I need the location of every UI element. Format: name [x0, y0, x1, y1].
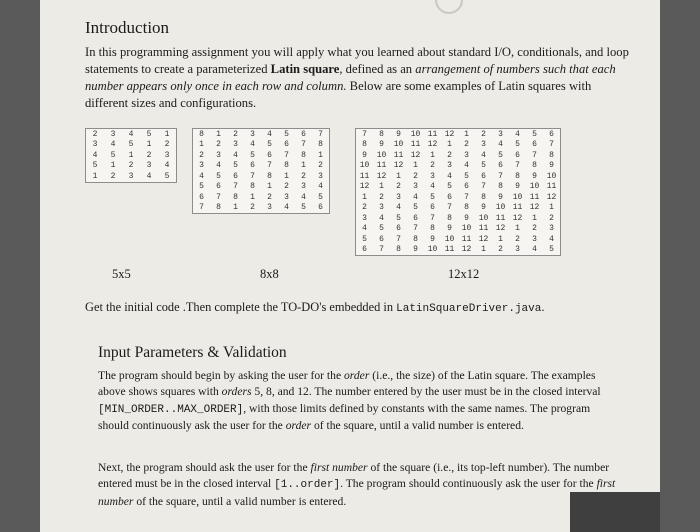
square-cell: 5 [318, 192, 323, 202]
square-cell: 9 [532, 171, 537, 181]
square-cell: 2 [110, 171, 116, 181]
square-cell: 9 [515, 182, 520, 192]
square-cell: 3 [318, 171, 323, 181]
square-cell: 5 [284, 129, 289, 139]
square-cell: 5 [164, 171, 170, 181]
square-row [193, 182, 329, 193]
square-cell: 12 [376, 171, 387, 181]
square-cell: 6 [498, 161, 503, 171]
square-cell: 11 [461, 234, 472, 244]
square-cell: 7 [515, 161, 520, 171]
square-cell: 10 [461, 224, 472, 234]
square-row [193, 150, 329, 161]
square-cell: 4 [464, 161, 469, 171]
square-cell: 5 [379, 224, 384, 234]
latin-square-5x5 [85, 128, 177, 183]
square-cell: 6 [284, 140, 289, 150]
square-cell: 11 [529, 192, 540, 202]
square-cell: 8 [379, 129, 384, 139]
square-cell: 1 [549, 203, 554, 213]
square-cell: 9 [413, 245, 418, 255]
square-cell: 1 [464, 129, 469, 139]
square-cell: 6 [464, 182, 469, 192]
square-cell: 7 [362, 129, 367, 139]
square-row [356, 245, 560, 256]
square-row [356, 161, 560, 172]
square-cell: 9 [447, 224, 452, 234]
square-cell: 2 [549, 213, 554, 223]
binder-ring-mark [435, 0, 463, 14]
square-cell: 4 [515, 129, 520, 139]
square-cell: 4 [267, 129, 272, 139]
square-cell: 3 [267, 203, 272, 213]
square-cell: 7 [379, 245, 384, 255]
square-cell: 6 [318, 203, 323, 213]
square-cell: 4 [199, 171, 204, 181]
square-cell: 10 [376, 150, 387, 160]
square-cell: 9 [362, 150, 367, 160]
document-page [40, 0, 660, 532]
square-row [193, 192, 329, 203]
square-cell: 9 [549, 161, 554, 171]
square-cell: 8 [430, 224, 435, 234]
square-cell: 5 [464, 171, 469, 181]
page-fold-shadow [570, 492, 660, 532]
square-cell: 8 [233, 192, 238, 202]
square-cell: 3 [515, 245, 520, 255]
caption-8x8: 8x8 [260, 267, 279, 281]
square-cell: 9 [498, 192, 503, 202]
square-cell: 3 [164, 150, 170, 160]
square-cell: 12 [393, 161, 404, 171]
square-cell: 12 [359, 182, 370, 192]
square-cell: 6 [396, 224, 401, 234]
square-cell: 9 [430, 234, 435, 244]
square-cell: 5 [128, 140, 134, 150]
square-cell: 2 [267, 192, 272, 202]
square-cell: 3 [284, 192, 289, 202]
square-cell: 3 [199, 161, 204, 171]
square-cell: 10 [410, 129, 421, 139]
square-cell: 7 [430, 213, 435, 223]
square-cell: 7 [301, 140, 306, 150]
square-cell: 4 [128, 129, 134, 139]
square-cell: 11 [495, 213, 506, 223]
square-cell: 1 [318, 150, 323, 160]
square-cell: 12 [529, 203, 540, 213]
square-cell: 2 [128, 161, 134, 171]
square-cell: 5 [199, 182, 204, 192]
square-cell: 12 [461, 245, 472, 255]
square-cell: 2 [164, 140, 170, 150]
square-cell: 2 [430, 161, 435, 171]
square-cell: 1 [447, 140, 452, 150]
square-cell: 3 [250, 129, 255, 139]
square-cell: 4 [92, 150, 98, 160]
square-cell: 8 [464, 203, 469, 213]
square-cell: 10 [359, 161, 370, 171]
latin-square-definition: arrangement of numbers such that each number appears only once in each row and column. [85, 62, 616, 93]
square-cell: 10 [427, 245, 438, 255]
square-cell: 6 [481, 171, 486, 181]
square-cell: 6 [515, 150, 520, 160]
square-cell: 5 [301, 203, 306, 213]
square-cell: 1 [110, 161, 116, 171]
latin-square-8x8 [192, 128, 330, 214]
square-cell: 1 [301, 161, 306, 171]
square-cell: 12 [410, 150, 421, 160]
square-cell: 11 [546, 182, 557, 192]
square-cell: 3 [447, 161, 452, 171]
square-cell: 10 [495, 203, 506, 213]
square-cell: 2 [233, 129, 238, 139]
square-cell: 4 [284, 203, 289, 213]
square-cell: 1 [430, 150, 435, 160]
introduction-paragraph: In this programming assignment you will apply what you learned about standard I/O, conditionals, and loop statements to create a parameterized Latin square, defined as an arrangement of numbers such that each number appears only once in each row and column. Below are some examples of Latin squares with different sizes and configurations. [85, 45, 629, 110]
square-cell: 7 [250, 171, 255, 181]
square-cell: 8 [498, 182, 503, 192]
square-cell: 4 [233, 150, 238, 160]
square-cell: 1 [267, 182, 272, 192]
square-cell: 3 [396, 192, 401, 202]
square-cell: 12 [427, 140, 438, 150]
square-cell: 7 [464, 192, 469, 202]
square-cell: 3 [301, 182, 306, 192]
square-cell: 1 [92, 171, 98, 181]
square-cell: 6 [216, 182, 221, 192]
square-cell: 3 [233, 140, 238, 150]
square-cell: 2 [362, 203, 367, 213]
square-cell: 7 [549, 140, 554, 150]
square-cell: 7 [318, 129, 323, 139]
square-cell: 3 [549, 224, 554, 234]
square-cell: 5 [233, 161, 238, 171]
square-row [356, 140, 560, 151]
square-cell: 1 [413, 161, 418, 171]
square-cell: 9 [481, 203, 486, 213]
square-cell: 5 [396, 213, 401, 223]
square-cell: 6 [549, 129, 554, 139]
square-cell: 8 [532, 161, 537, 171]
square-cell: 3 [92, 140, 98, 150]
square-cell: 7 [267, 161, 272, 171]
square-cell: 2 [515, 234, 520, 244]
square-cell: 5 [447, 182, 452, 192]
input-parameters-heading: Input Parameters & Validation [98, 344, 287, 361]
square-cell: 11 [512, 203, 523, 213]
square-cell: 4 [396, 203, 401, 213]
square-cell: 10 [393, 140, 404, 150]
square-cell: 4 [447, 171, 452, 181]
square-row [86, 129, 176, 140]
square-cell: 11 [427, 129, 438, 139]
square-cell: 6 [199, 192, 204, 202]
square-cell: 4 [318, 182, 323, 192]
square-cell: 7 [447, 203, 452, 213]
square-cell: 1 [379, 182, 384, 192]
square-cell: 11 [478, 224, 489, 234]
square-cell: 8 [250, 182, 255, 192]
square-cell: 3 [146, 161, 152, 171]
square-row [356, 203, 560, 214]
square-cell: 5 [362, 234, 367, 244]
square-row [356, 213, 560, 224]
square-cell: 4 [146, 171, 152, 181]
square-cell: 3 [413, 182, 418, 192]
square-cell: 1 [199, 140, 204, 150]
square-cell: 8 [447, 213, 452, 223]
square-cell: 3 [128, 171, 134, 181]
square-row [193, 140, 329, 151]
square-cell: 10 [444, 234, 455, 244]
square-cell: 3 [464, 150, 469, 160]
square-cell: 5 [216, 171, 221, 181]
square-row [86, 161, 176, 172]
square-cell: 2 [318, 161, 323, 171]
square-cell: 3 [430, 171, 435, 181]
square-cell: 2 [464, 140, 469, 150]
square-row [86, 140, 176, 151]
introduction-heading: Introduction [85, 18, 170, 37]
square-cell: 8 [267, 171, 272, 181]
square-cell: 8 [216, 203, 221, 213]
square-cell: 10 [546, 171, 557, 181]
square-cell: 5 [532, 129, 537, 139]
square-cell: 9 [379, 140, 384, 150]
square-cell: 5 [549, 245, 554, 255]
caption-5x5: 5x5 [112, 267, 131, 281]
square-cell: 7 [532, 150, 537, 160]
square-cell: 11 [359, 171, 370, 181]
square-cell: 10 [529, 182, 540, 192]
square-cell: 10 [512, 192, 523, 202]
square-cell: 4 [413, 192, 418, 202]
square-cell: 7 [481, 182, 486, 192]
square-cell: 6 [233, 171, 238, 181]
square-cell: 1 [216, 129, 221, 139]
square-cell: 3 [498, 129, 503, 139]
square-cell: 5 [110, 150, 116, 160]
square-cell: 5 [250, 150, 255, 160]
square-cell: 5 [146, 129, 152, 139]
square-cell: 1 [532, 213, 537, 223]
square-row [356, 171, 560, 182]
caption-12x12: 12x12 [448, 267, 480, 281]
square-cell: 6 [301, 129, 306, 139]
square-row [86, 150, 176, 161]
square-row [193, 203, 329, 214]
square-cell: 9 [396, 129, 401, 139]
square-cell: 1 [396, 171, 401, 181]
square-cell: 7 [413, 224, 418, 234]
square-row [356, 129, 560, 140]
square-cell: 12 [546, 192, 557, 202]
square-cell: 8 [199, 129, 204, 139]
square-cell: 8 [362, 140, 367, 150]
square-cell: 7 [498, 171, 503, 181]
square-cell: 2 [250, 203, 255, 213]
square-row [356, 182, 560, 193]
square-cell: 6 [413, 213, 418, 223]
square-cell: 8 [549, 150, 554, 160]
square-cell: 1 [128, 150, 134, 160]
square-cell: 8 [481, 192, 486, 202]
square-cell: 4 [216, 161, 221, 171]
square-row [86, 171, 176, 182]
square-cell: 7 [233, 182, 238, 192]
square-cell: 2 [146, 150, 152, 160]
square-cell: 11 [410, 140, 421, 150]
square-cell: 3 [216, 150, 221, 160]
square-row [193, 161, 329, 172]
square-cell: 4 [498, 140, 503, 150]
square-cell: 4 [110, 140, 116, 150]
square-cell: 1 [250, 192, 255, 202]
square-cell: 1 [498, 234, 503, 244]
square-cell: 7 [216, 192, 221, 202]
square-cell: 5 [413, 203, 418, 213]
square-cell: 3 [481, 140, 486, 150]
square-cell: 2 [396, 182, 401, 192]
square-cell: 2 [284, 182, 289, 192]
square-cell: 12 [444, 129, 455, 139]
square-cell: 7 [199, 203, 204, 213]
square-cell: 4 [301, 192, 306, 202]
latin-square-term: Latin square [270, 62, 340, 76]
square-cell: 5 [481, 161, 486, 171]
square-cell: 2 [199, 150, 204, 160]
square-cell: 2 [447, 150, 452, 160]
square-cell: 6 [267, 150, 272, 160]
initial-code-line: Get the initial code .Then complete the TO-DO's embedded in LatinSquareDriver.java. [85, 300, 545, 315]
square-cell: 2 [498, 245, 503, 255]
square-cell: 4 [481, 150, 486, 160]
square-cell: 8 [396, 245, 401, 255]
square-cell: 9 [464, 213, 469, 223]
square-cell: 11 [444, 245, 455, 255]
square-cell: 2 [92, 129, 98, 139]
square-cell: 7 [284, 150, 289, 160]
square-cell: 5 [267, 140, 272, 150]
square-cell: 3 [110, 129, 116, 139]
square-cell: 4 [549, 234, 554, 244]
square-row [356, 224, 560, 235]
square-cell: 10 [478, 213, 489, 223]
square-cell: 2 [216, 140, 221, 150]
square-cell: 4 [250, 140, 255, 150]
square-cell: 1 [515, 224, 520, 234]
square-cell: 6 [379, 234, 384, 244]
driver-filename: LatinSquareDriver.java [396, 303, 542, 315]
square-cell: 3 [532, 234, 537, 244]
square-cell: 6 [430, 203, 435, 213]
square-cell: 4 [430, 182, 435, 192]
square-cell: 3 [362, 213, 367, 223]
square-cell: 12 [512, 213, 523, 223]
square-cell: 4 [532, 245, 537, 255]
square-row [356, 192, 560, 203]
square-cell: 4 [164, 161, 170, 171]
square-cell: 4 [362, 224, 367, 234]
square-row [193, 171, 329, 182]
square-cell: 4 [379, 213, 384, 223]
square-cell: 6 [532, 140, 537, 150]
square-cell: 1 [362, 192, 367, 202]
square-cell: 8 [284, 161, 289, 171]
square-cell: 6 [250, 161, 255, 171]
square-cell: 1 [164, 129, 170, 139]
square-cell: 2 [379, 192, 384, 202]
square-cell: 1 [233, 203, 238, 213]
order-interval-code: [MIN_ORDER..MAX_ORDER] [98, 403, 244, 416]
square-cell: 2 [413, 171, 418, 181]
square-cell: 8 [515, 171, 520, 181]
first-number-paragraph: Next, the program should ask the user for the first number of the square (i.e., its top-left number). The number entered must be in the closed interval [1..order]. The program should continuously ask the user for the first number of the square, until a valid number is entered. [98, 461, 616, 508]
square-cell: 7 [396, 234, 401, 244]
square-cell: 5 [498, 150, 503, 160]
square-cell: 11 [376, 161, 387, 171]
square-cell: 1 [146, 140, 152, 150]
square-cell: 2 [532, 224, 537, 234]
square-cell: 12 [495, 224, 506, 234]
square-cell: 8 [318, 140, 323, 150]
square-row [356, 150, 560, 161]
square-cell: 5 [92, 161, 98, 171]
square-row [193, 129, 329, 140]
first-number-interval-code: [1..order] [274, 479, 341, 492]
square-cell: 2 [301, 171, 306, 181]
square-cell: 2 [481, 129, 486, 139]
square-row [356, 234, 560, 245]
square-cell: 6 [447, 192, 452, 202]
square-cell: 1 [284, 171, 289, 181]
order-validation-paragraph: The program should begin by asking the user for the order (i.e., the size) of the Latin square. The examples above shows squares with orders 5, 8, and 12. The number entered by the user must be in the closed interval [MIN_ORDER..MAX_ORDER], with those limits defined by constants with the same names. The program should continuously ask the user for the order of the square, until a valid number is entered. [98, 369, 601, 432]
square-cell: 8 [301, 150, 306, 160]
square-cell: 11 [393, 150, 404, 160]
square-cell: 3 [379, 203, 384, 213]
square-cell: 1 [481, 245, 486, 255]
square-cell: 12 [478, 234, 489, 244]
square-cell: 6 [362, 245, 367, 255]
latin-square-12x12 [355, 128, 561, 256]
square-cell: 8 [413, 234, 418, 244]
square-cell: 5 [430, 192, 435, 202]
square-cell: 5 [515, 140, 520, 150]
